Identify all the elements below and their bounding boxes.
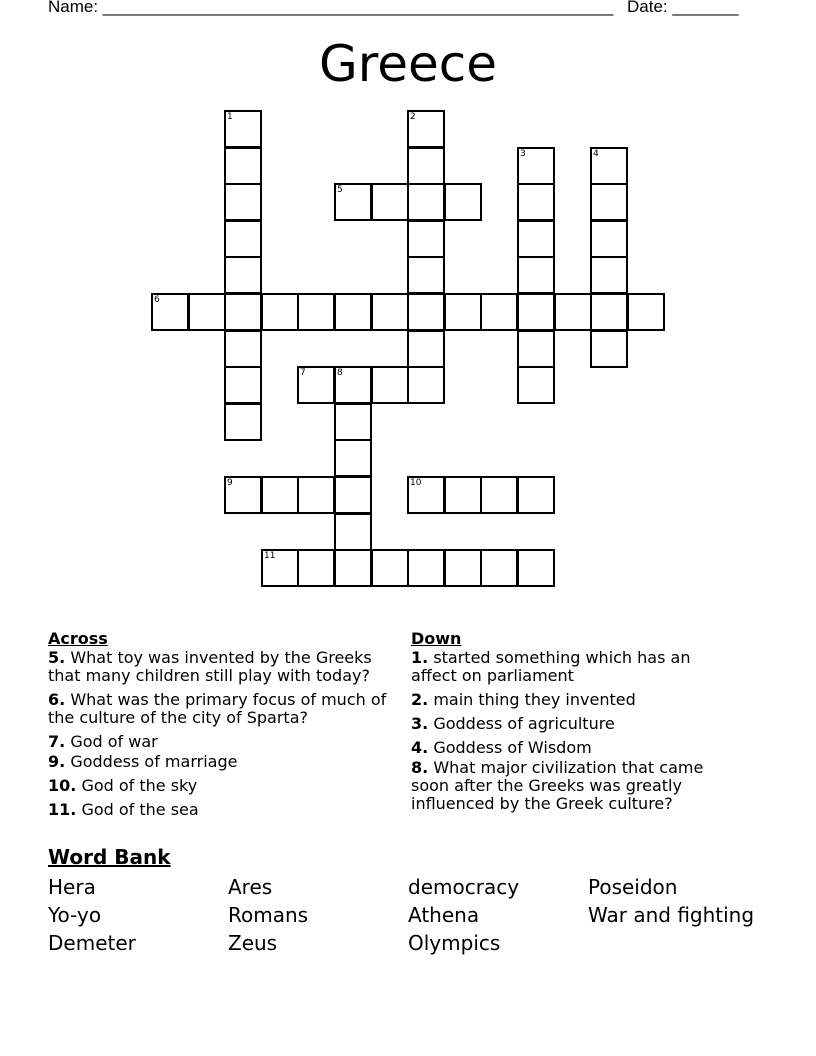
clue-down-8: 8. What major civilization that came soon after the Greeks was greatly influenced by the Greek culture? [411, 758, 704, 813]
crossword-cell[interactable] [407, 256, 445, 294]
crossword-cell[interactable] [334, 513, 372, 551]
crossword-cell[interactable] [224, 110, 262, 148]
crossword-cell[interactable] [151, 293, 189, 331]
crossword-cell[interactable] [224, 330, 262, 368]
crossword-cell[interactable] [224, 293, 262, 331]
crossword-cell[interactable] [407, 293, 445, 331]
clue-number: 11 [264, 551, 276, 561]
crossword-cell[interactable] [407, 549, 445, 587]
crossword-cell[interactable] [407, 330, 445, 368]
crossword-cell[interactable] [224, 147, 262, 185]
word-bank-item: Hera [48, 875, 96, 899]
word-bank-item: Yo-yo [48, 903, 102, 927]
crossword-cell[interactable] [297, 293, 335, 331]
clue-down-3: 3. Goddess of agriculture [411, 714, 615, 733]
crossword-cell[interactable] [334, 439, 372, 477]
crossword-cell[interactable] [261, 476, 299, 514]
word-bank-item: Romans [228, 903, 309, 927]
crossword-cell[interactable] [334, 293, 372, 331]
crossword-cell[interactable] [188, 293, 226, 331]
across-clues [48, 630, 398, 825]
crossword-cell[interactable] [517, 549, 555, 587]
word-bank-item: Olympics [408, 931, 501, 955]
crossword-cell[interactable] [480, 476, 518, 514]
crossword-cell[interactable] [444, 183, 482, 221]
crossword-cell[interactable] [517, 293, 555, 331]
clue-across-6: 6. What was the primary focus of much of the culture of the city of Sparta? [48, 690, 387, 727]
name-field-label: Name: ______________________________________________________ [48, 0, 614, 16]
word-bank-item: Poseidon [588, 875, 678, 899]
crossword-cell[interactable] [517, 366, 555, 404]
crossword-cell[interactable] [590, 183, 628, 221]
clue-number: 10 [410, 478, 422, 488]
crossword-cell[interactable] [590, 330, 628, 368]
crossword-cell[interactable] [334, 476, 372, 514]
crossword-cell[interactable] [444, 476, 482, 514]
crossword-cell[interactable] [224, 220, 262, 258]
crossword-cell[interactable] [297, 549, 335, 587]
clue-down-4: 4. Goddess of Wisdom [411, 738, 592, 757]
crossword-cell[interactable] [334, 549, 372, 587]
across-heading: Across [48, 629, 108, 648]
crossword-cell[interactable] [517, 256, 555, 294]
word-bank-item: Demeter [48, 931, 136, 955]
page-title: Greece [319, 35, 497, 93]
word-bank-item: War and fighting [588, 903, 755, 927]
crossword-cell[interactable] [517, 147, 555, 185]
crossword-cell[interactable] [517, 476, 555, 514]
crossword-cell[interactable] [407, 476, 445, 514]
down-clues [411, 630, 741, 819]
word-bank-item: democracy [408, 875, 520, 899]
word-bank-item: Ares [228, 875, 273, 899]
crossword-cell[interactable] [444, 293, 482, 331]
crossword-cell[interactable] [407, 183, 445, 221]
crossword-cell[interactable] [371, 549, 409, 587]
crossword-cell[interactable] [224, 403, 262, 441]
crossword-cell[interactable] [224, 183, 262, 221]
crossword-cell[interactable] [554, 293, 592, 331]
crossword-cell[interactable] [407, 366, 445, 404]
clue-number: 1 [227, 112, 233, 122]
crossword-cell[interactable] [224, 476, 262, 514]
crossword-cell[interactable] [480, 293, 518, 331]
clue-number: 2 [410, 112, 416, 122]
crossword-cell[interactable] [590, 147, 628, 185]
crossword-cell[interactable] [371, 366, 409, 404]
crossword-cell[interactable] [517, 330, 555, 368]
crossword-cell[interactable] [517, 220, 555, 258]
crossword-cell[interactable] [590, 293, 628, 331]
clue-across-11: 11. God of the sea [48, 800, 199, 819]
clue-across-10: 10. God of the sky [48, 776, 198, 795]
crossword-cell[interactable] [627, 293, 665, 331]
crossword-cell[interactable] [371, 183, 409, 221]
crossword-cell[interactable] [224, 256, 262, 294]
clue-number: 7 [300, 368, 306, 378]
clue-across-9: 9. Goddess of marriage [48, 752, 238, 771]
clue-down-2: 2. main thing they invented [411, 690, 636, 709]
crossword-cell[interactable] [334, 183, 372, 221]
word-bank-title: Word Bank [48, 845, 171, 869]
crossword-cell[interactable] [407, 220, 445, 258]
crossword-cell[interactable] [590, 220, 628, 258]
clue-number: 6 [154, 295, 160, 305]
clue-number: 4 [593, 149, 599, 159]
crossword-cell[interactable] [261, 293, 299, 331]
crossword-cell[interactable] [297, 476, 335, 514]
crossword-cell[interactable] [517, 183, 555, 221]
crossword-cell[interactable] [480, 549, 518, 587]
down-heading: Down [411, 629, 462, 648]
clue-across-5: 5. What toy was invented by the Greeks that many children still play with today? [48, 648, 372, 685]
crossword-cell[interactable] [334, 366, 372, 404]
clue-number: 8 [337, 368, 343, 378]
date-field-label: Date: _______ [627, 0, 739, 16]
clue-down-1: 1. started something which has an affect on parliament [411, 648, 691, 685]
crossword-cell[interactable] [407, 147, 445, 185]
crossword-cell[interactable] [224, 366, 262, 404]
crossword-cell[interactable] [334, 403, 372, 441]
crossword-cell[interactable] [590, 256, 628, 294]
crossword-cell[interactable] [444, 549, 482, 587]
word-bank-item: Athena [408, 903, 480, 927]
clue-number: 5 [337, 185, 343, 195]
clue-across-7: 7. God of war [48, 732, 158, 751]
word-bank-item: Zeus [228, 931, 278, 955]
crossword-cell[interactable] [407, 110, 445, 148]
crossword-cell[interactable] [371, 293, 409, 331]
clue-number: 9 [227, 478, 233, 488]
clue-number: 3 [520, 149, 526, 159]
crossword-cell[interactable] [297, 366, 335, 404]
crossword-cell[interactable] [261, 549, 299, 587]
